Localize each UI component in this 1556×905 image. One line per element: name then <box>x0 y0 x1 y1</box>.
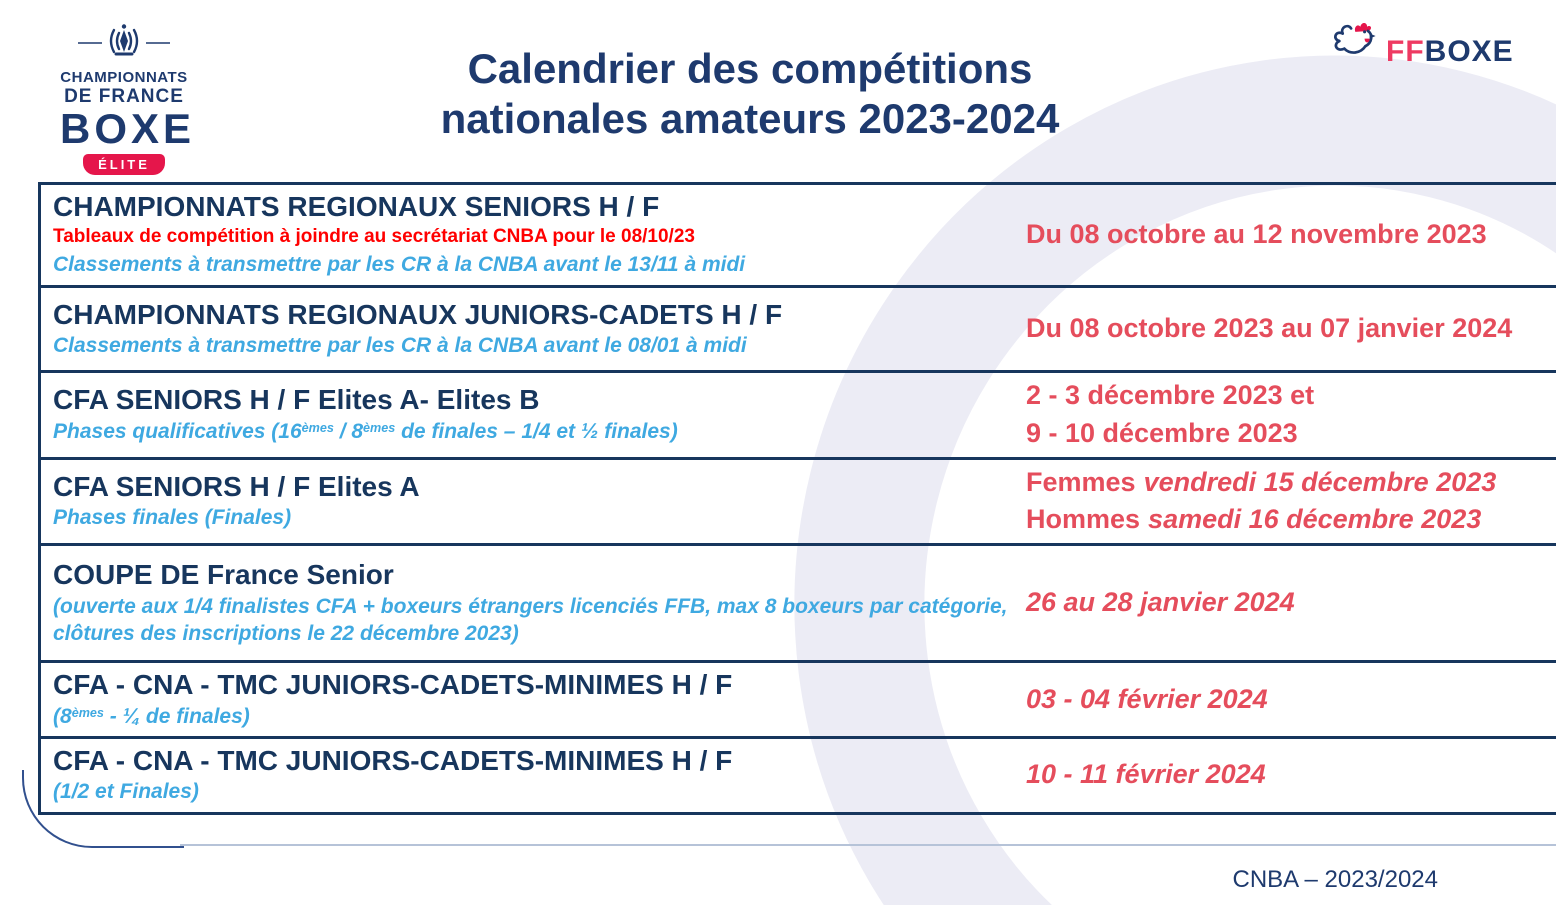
elite-logo-wordmark: BOXE <box>60 105 196 152</box>
date-cell <box>1026 288 1556 370</box>
competition-title: CHAMPIONNATS REGIONAUX JUNIORS-CADETS H / F <box>53 298 783 330</box>
competition-title: CFA SENIORS H / F Elites A <box>53 471 420 503</box>
elite-badge: ÉLITE <box>83 154 165 175</box>
footer-label: CNBA – 2023/2024 <box>1232 866 1438 893</box>
date-cell <box>1026 460 1556 544</box>
ffboxe-wordmark <box>1386 35 1514 69</box>
elite-logo-line2: DE FRANCE <box>64 86 184 107</box>
date-text: 9 - 10 décembre 2023 <box>1026 417 1298 448</box>
competition-cell <box>41 663 1026 736</box>
competition-title: CFA SENIORS H / F Elites A- Elites B <box>53 384 540 416</box>
competitions-table <box>38 182 1556 815</box>
competition-title: CFA - CNA - TMC JUNIORS-CADETS-MINIMES H / F <box>53 669 733 701</box>
competition-cell <box>41 185 1026 285</box>
date-cell <box>1026 546 1556 660</box>
table-row <box>41 285 1556 370</box>
date-text: 03 - 04 février 2024 <box>1026 683 1268 714</box>
competition-cell <box>41 373 1026 457</box>
ffboxe-ff: FF <box>1386 35 1425 68</box>
competition-note: Phases finales (Finales) <box>53 506 292 530</box>
date-cell <box>1026 663 1556 736</box>
competition-cell <box>41 546 1026 660</box>
competition-note: Classements à transmettre par les CR à la CNBA avant le 13/11 à midi <box>53 253 746 277</box>
ffboxe-logo <box>1330 18 1514 76</box>
date-cell <box>1026 739 1556 812</box>
competition-note: Classements à transmettre par les CR à la CNBA avant le 08/01 à midi <box>53 334 747 358</box>
date-text: 10 - 11 février 2024 <box>1026 759 1266 790</box>
competition-notice: Tableaux de compétition à joindre au secrétariat CNBA pour le 08/10/23 <box>53 225 695 247</box>
page-title <box>330 44 1170 143</box>
competition-title: CFA - CNA - TMC JUNIORS-CADETS-MINIMES H / F <box>53 744 733 776</box>
date-text: 26 au 28 janvier 2024 <box>1026 587 1295 618</box>
competition-note: (8èmes - ¼ de finales) <box>53 704 250 728</box>
competition-cell <box>41 460 1026 544</box>
page-title-line1: Calendrier des compétitions <box>467 45 1033 92</box>
competition-note: (ouverte aux 1/4 finalistes CFA + boxeurs étrangers licenciés FFB, max 8 boxeurs par catégorie, clôtures des inscriptions le 22 décembre 2023) <box>53 594 1008 645</box>
date-text: 2 - 3 décembre 2023 et <box>1026 380 1315 410</box>
competition-title: CHAMPIONNATS REGIONAUX SENIORS H / F <box>53 191 660 223</box>
competition-title: COUPE DE France Senior <box>53 559 394 591</box>
page-title-line2: nationales amateurs 2023-2024 <box>440 94 1060 142</box>
competition-cell <box>41 288 1026 370</box>
table-row <box>41 457 1556 544</box>
date-cell <box>1026 185 1556 285</box>
ffboxe-boxe: BOXE <box>1424 35 1514 68</box>
table-row <box>41 370 1556 457</box>
competition-note: Phases qualificatives (16èmes / 8èmes de finales – 1/4 et ½ finales) <box>53 419 678 443</box>
date-text: Femmes vendredi 15 décembre 2023 <box>1026 466 1497 497</box>
competition-cell <box>41 739 1026 812</box>
date-text: Du 08 octobre 2023 au 07 janvier 2024 <box>1026 313 1513 344</box>
table-row <box>41 185 1556 285</box>
competition-note: (1/2 et Finales) <box>53 780 199 804</box>
table-row <box>41 660 1556 736</box>
date-cell <box>1026 373 1556 457</box>
rooster-icon <box>1330 18 1384 76</box>
table-row <box>41 736 1556 812</box>
date-text: Du 08 octobre au 12 novembre 2023 <box>1026 219 1487 250</box>
table-row <box>41 543 1556 660</box>
championnats-de-france-boxe-elite-logo <box>56 22 196 175</box>
elite-logo-line1: CHAMPIONNATS <box>60 69 188 86</box>
bottom-rule-line <box>180 844 1556 846</box>
crown-icon <box>76 22 172 62</box>
date-text: Hommes samedi 16 décembre 2023 <box>1026 504 1482 535</box>
